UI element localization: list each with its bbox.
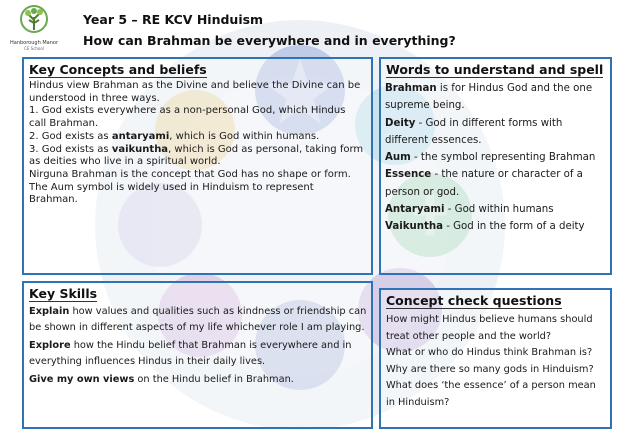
tree-logo-icon — [17, 5, 51, 35]
skill-text: on the Hindu belief in Brahman. — [134, 374, 294, 385]
key-concepts-body — [29, 80, 365, 207]
skill-lead: Explain — [29, 306, 70, 317]
vocab-term: Deity — [385, 117, 416, 129]
key-concepts-panel — [22, 57, 373, 275]
concept-check-list — [386, 312, 606, 411]
vocab-item — [385, 80, 606, 115]
skill-item — [29, 338, 367, 369]
point-3-post: , which is God as personal, taking form as deities who live in a spiritual world. — [29, 143, 364, 168]
vocab-term: Brahman — [385, 83, 437, 94]
vocab-definition: - God within humans — [444, 204, 554, 216]
vocab-term: Essence — [385, 169, 432, 181]
skill-text: how values and qualities such as kindness or friendship can be shown in different aspects of my life whichever role I am playing. — [29, 306, 367, 333]
concept-check-heading: Concept check questions — [386, 293, 562, 308]
vocabulary-panel — [379, 57, 612, 275]
logo-school-sub: CE School — [24, 46, 44, 51]
point-2-pre: 2. God exists as — [29, 130, 112, 142]
skill-lead: Give my own views — [29, 374, 135, 385]
vocab-definition: - God in different forms with different essences. — [385, 117, 563, 146]
skill-text: how the Hindu belief that Brahman is everywhere and in everything influences Hindus in their daily lives. — [29, 340, 352, 367]
point-2-term: antaryami — [111, 130, 170, 142]
check-question: How might Hindus believe humans should treat other people and the world? — [386, 314, 593, 342]
point-3-term: vaikuntha — [111, 143, 169, 155]
point-2-post: , which is God within humans. — [169, 130, 320, 142]
key-skills-body — [29, 304, 367, 388]
vocab-definition: - the symbol representing Brahman — [410, 152, 596, 164]
school-logo — [8, 5, 60, 51]
key-skills-heading: Key Skills — [29, 286, 98, 301]
vocab-definition: - the nature or character of a person or god. — [385, 169, 583, 198]
concepts-nirguna: Nirguna Brahman is the concept that God has no shape or form. — [29, 168, 351, 180]
key-skills-panel — [22, 281, 373, 429]
concept-check-panel — [379, 288, 612, 429]
point-3-pre: 3. God exists as — [29, 143, 112, 155]
key-concepts-heading: Key Concepts and beliefs — [29, 62, 207, 77]
vocab-item — [385, 149, 606, 166]
vocab-definition: is for Hindus God and the one supreme being. — [385, 83, 593, 112]
concepts-point-3 — [29, 144, 365, 169]
vocabulary-list — [385, 80, 606, 236]
page-title: Year 5 – RE KCV Hinduism — [83, 12, 264, 27]
concepts-aum: The Aum symbol is widely used in Hinduism to represent Brahman. — [29, 181, 314, 206]
concepts-point-1: 1. God exists everywhere as a non-personal God, which Hindus call Brahman. — [29, 105, 346, 130]
vocab-term: Antaryami — [385, 204, 445, 216]
vocab-item — [385, 115, 606, 150]
skill-item — [29, 372, 367, 388]
vocab-definition: - God in the form of a deity — [442, 221, 585, 233]
vocabulary-heading: Words to understand and spell — [386, 62, 604, 77]
vocab-item — [385, 218, 606, 235]
vocab-term: Vaikuntha — [385, 221, 443, 233]
vocab-item — [385, 201, 606, 218]
skill-lead: Explore — [29, 340, 71, 351]
concepts-point-2 — [29, 131, 365, 144]
skill-item — [29, 304, 367, 335]
vocab-term: Aum — [385, 152, 411, 164]
logo-school-name: Hanborough Manor — [10, 40, 58, 46]
concepts-intro: Hindus view Brahman as the Divine and believe the Divine can be understood in three ways. — [29, 80, 361, 104]
check-question: What or who do Hindus think Brahman is? — [386, 347, 593, 358]
check-question: What does ‘the essence’ of a person mean in Hinduism? — [386, 380, 596, 408]
vocab-item — [385, 166, 606, 201]
page-subtitle: How can Brahman be everywhere and in everything? — [83, 33, 456, 48]
check-question: Why are there so many gods in Hinduism? — [386, 363, 594, 375]
